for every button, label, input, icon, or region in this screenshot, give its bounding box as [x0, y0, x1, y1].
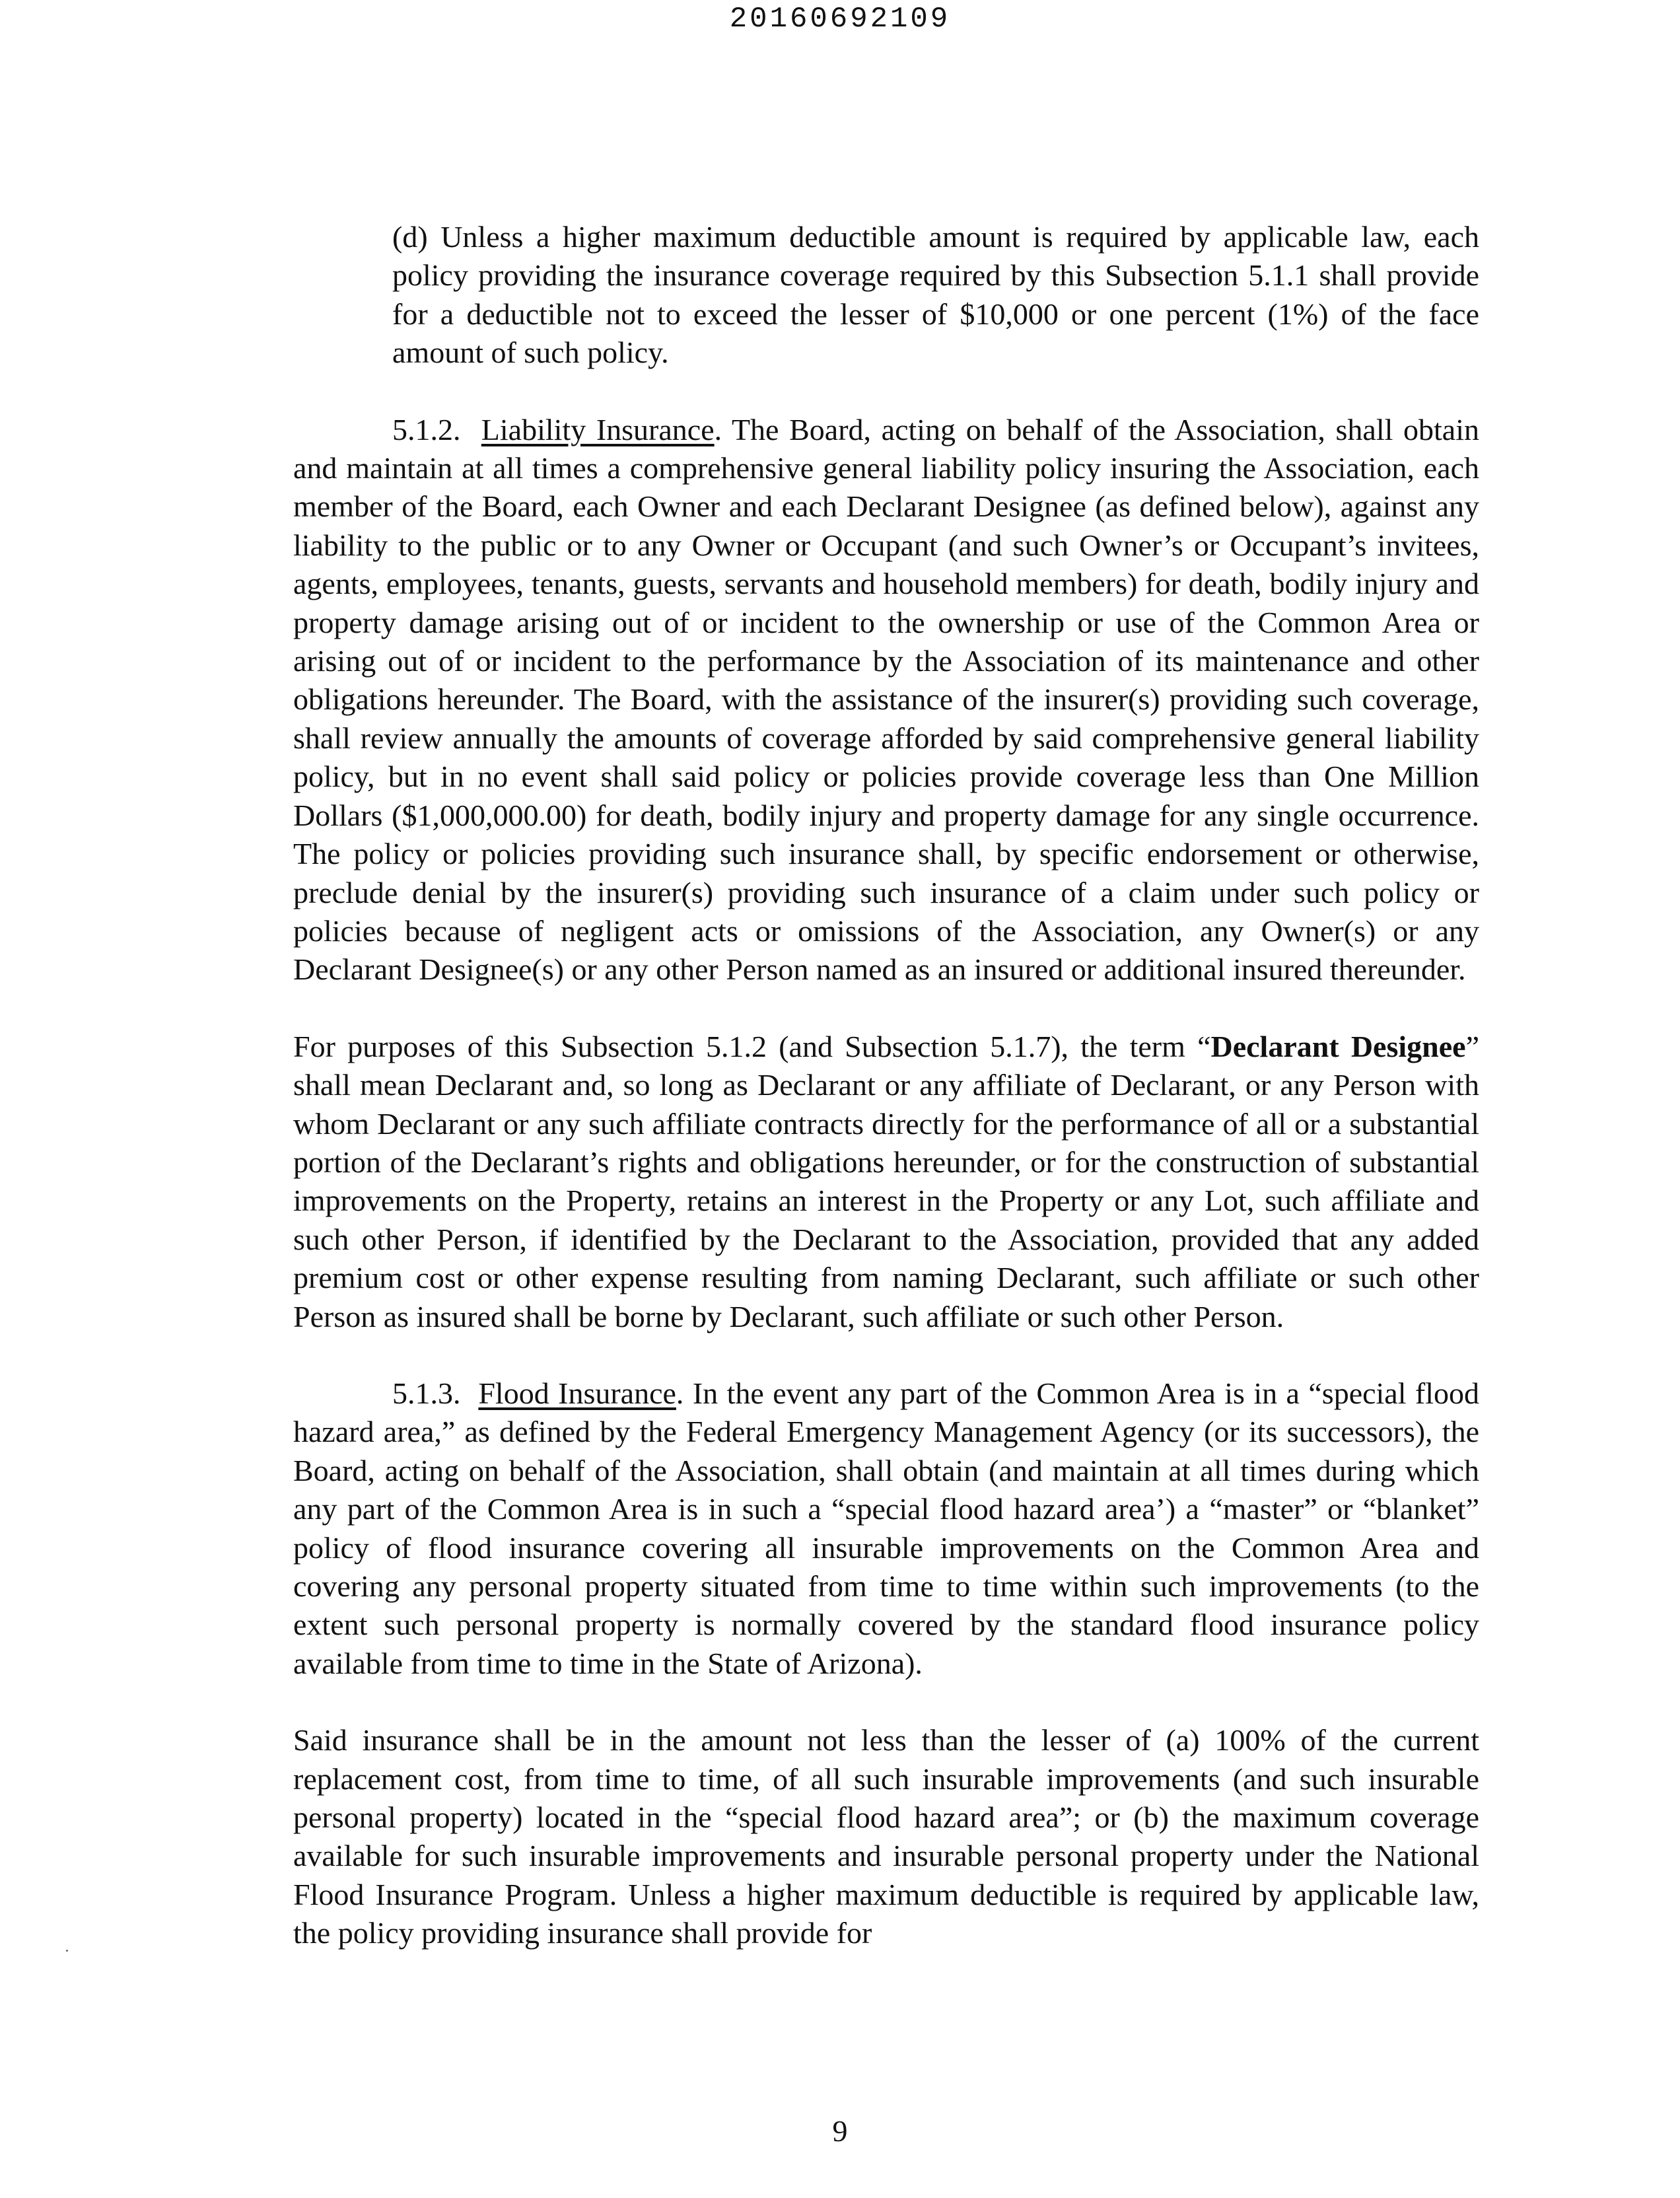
section-heading-liability-insurance: Liability Insurance: [481, 412, 715, 446]
section-heading-flood-insurance: Flood Insurance: [478, 1376, 676, 1410]
heading-period: .: [714, 412, 722, 446]
heading-period: .: [676, 1376, 684, 1410]
section-number-5-1-2: 5.1.2.: [392, 412, 461, 446]
section-number-5-1-3: 5.1.3.: [392, 1376, 461, 1410]
page-number: 9: [832, 2114, 848, 2148]
declarant-designee-body: ” shall mean Declarant and, so long as Declarant or any affiliate of Declarant, or any Person with whom Declarant or any such affiliate contracts directly for the performance of all or a substantial portion of the Declarant’s rights and obligations hereunder, or for the construction of substantial improvements on the Property, retains an interest in the Property or any Lot, such affiliate and such other Person, if identified by the Declarant to the Association, provided that any added premium cost or other expense resulting from naming Declarant, such affiliate or such other Person as insured shall be borne by Declarant, such affiliate or such other Person.: [293, 1029, 1479, 1333]
liability-insurance-body: The Board, acting on behalf of the Association, shall obtain and maintain at all times a comprehensive general liability policy insuring the Association, each member of the Board, each Owner and each Declarant Designee (as defined below), against any liability to the public or to any Owner or Occupant (and such Owner’s or Occupant’s invitees, agents, employees, tenants, guests, servants and household members) for death, bodily injury and property damage arising out of or incident to the ownership or use of the Common Area or arising out of or incident to the performance by the Association of its maintenance and other obligations hereunder. The Board, with the assistance of the insurer(s) providing such coverage, shall review annually the amounts of coverage afforded by said comprehensive general liability policy, but in no event shall said policy or policies provide coverage less than One Million Dollars ($1,000,000.00) for death, bodily injury and property damage for any single occurrence. The policy or policies providing such insurance shall, by specific endorsement or otherwise, preclude denial by the insurer(s) providing such insurance of a claim under such policy or policies because of negligent acts or omissions of the Association, any Owner(s) or any Declarant Designee(s) or any other Person named as an insured or additional insured thereunder.: [293, 412, 1479, 987]
declarant-designee-intro: For purposes of this Subsection 5.1.2 (and Subsection 5.1.7), the term “: [293, 1029, 1211, 1063]
paragraph-liability-insurance: [293, 411, 1479, 989]
paragraph-said-insurance: Said insurance shall be in the amount not less than the lesser of (a) 100% of the current replacement cost, from time to time, of all such insurable improvements (and such insurable personal property) located in the “special flood hazard area”; or (b) the maximum coverage available for such insurable improvements and insurable personal property under the National Flood Insurance Program. Unless a higher maximum deductible is required by applicable law, the policy providing insurance shall provide for: [293, 1723, 1479, 1950]
document-body: [293, 218, 1479, 1953]
paragraph-flood-insurance: [293, 1374, 1479, 1683]
defined-term-declarant-designee: Declarant Designee: [1210, 1029, 1466, 1063]
flood-insurance-body: In the event any part of the Common Area is in a “special flood hazard area,” as defined by the Federal Emergency Management Agency (or its successors), the Board, acting on behalf of the Association, shall obtain (and maintain at all times during which any part of the Common Area is in such a “special flood hazard area’) a “master” or “blanket” policy of flood insurance covering all insurable improvements on the Common Area and covering any personal property situated from time to time within such improvements (to the extent such personal property is normally covered by the standard flood insurance policy available from time to time in the State of Arizona).: [293, 1376, 1480, 1680]
paragraph-declarant-designee: [293, 1028, 1479, 1336]
scan-speck: [66, 1950, 68, 1952]
paragraph-deductible: (d) Unless a higher maximum deductible amount is required by applicable law, each policy providing the insurance coverage required by this Subsection 5.1.1 shall provide for a deductible not to exceed the lesser of $10,000 or one percent (1%) of the face amount of such policy.: [392, 220, 1479, 370]
document-number-header: 20160692109: [729, 3, 951, 36]
